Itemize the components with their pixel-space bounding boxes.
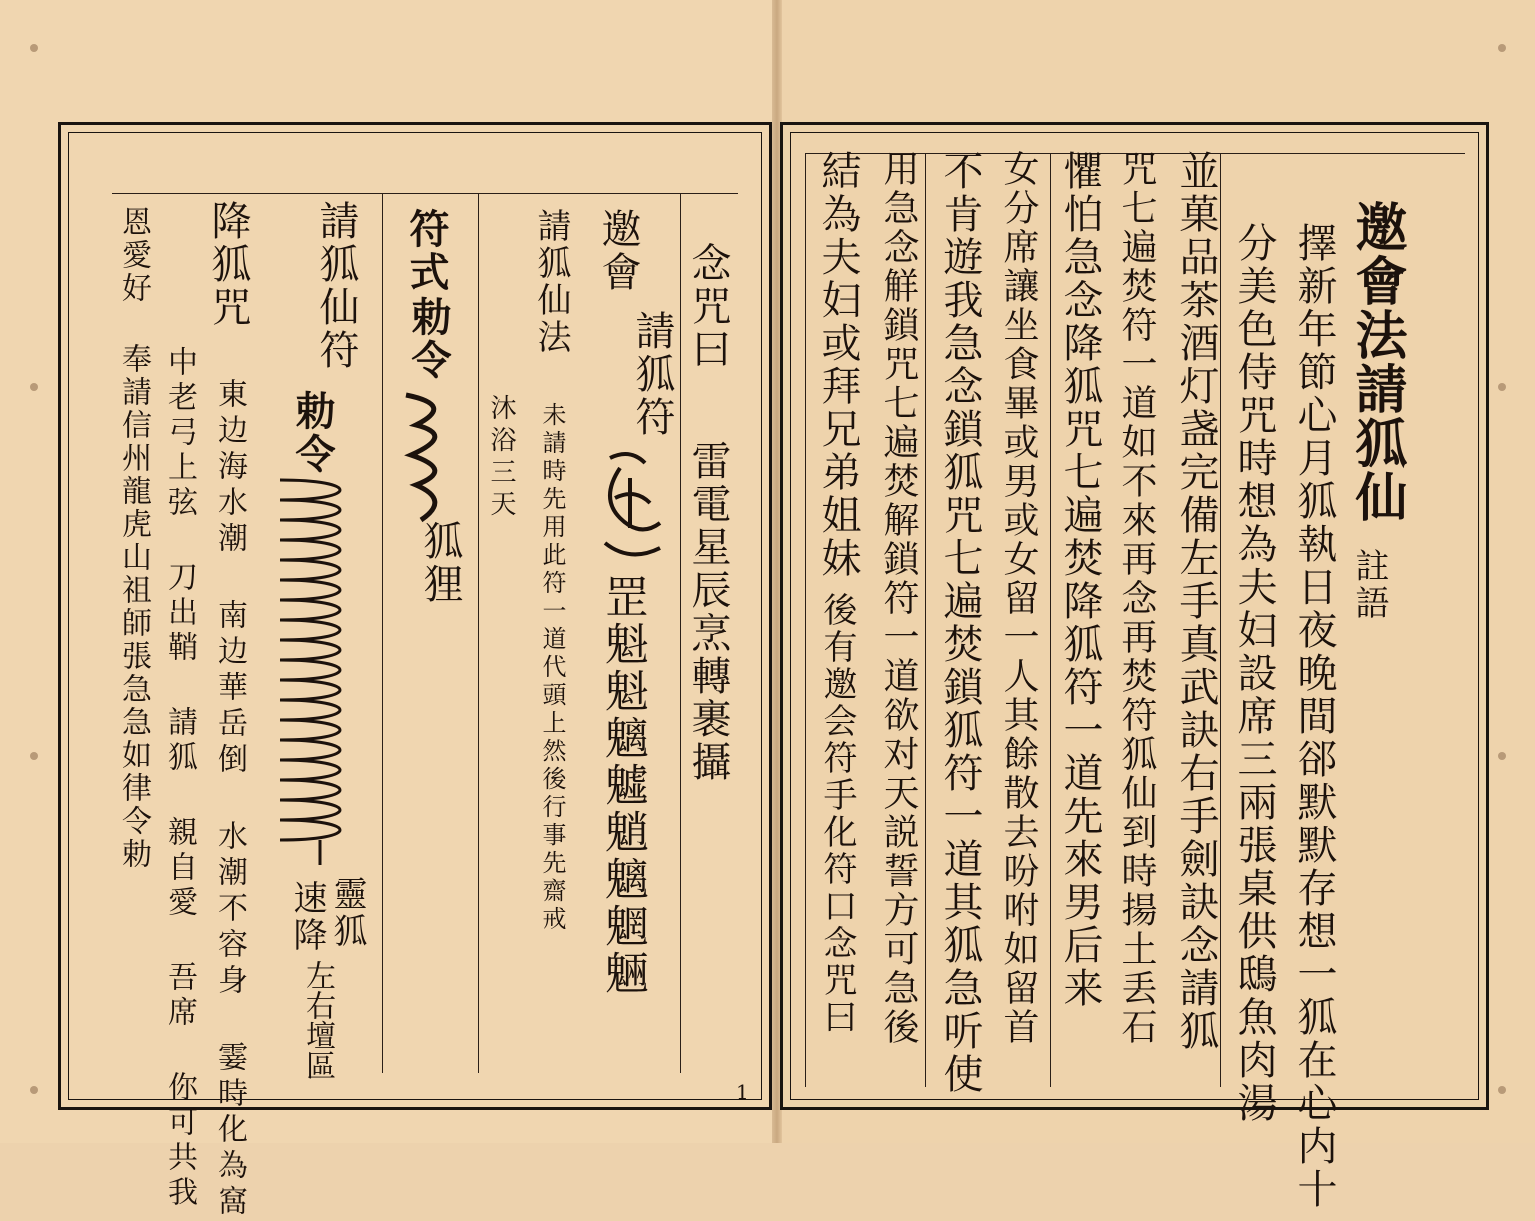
talisman-pattern-target: 狐狸 <box>417 520 463 606</box>
incantation-header: 念咒曰 <box>685 242 731 371</box>
talisman-pattern-icon <box>396 385 466 525</box>
summon-talisman-bottom-left: 速降 <box>287 880 327 954</box>
body-column: 懼怕急念降狐咒七遍焚降狐符一道先來男后来 <box>1057 150 1103 1010</box>
invite-header: 邀會 <box>595 208 641 294</box>
body-column: 不肯遊我急念鎖狐咒七遍焚鎖狐符一道其狐急听使 <box>937 150 983 1096</box>
summon-talisman-loops-icon <box>270 470 370 870</box>
summon-talisman-bottom-end: 左右壇區 <box>300 960 335 1080</box>
talisman-pattern-label: 符式 <box>403 208 450 294</box>
page-number: 1 <box>736 1080 749 1104</box>
descend-header: 降狐咒 <box>205 200 251 329</box>
body-column: 並菓品茶酒灯盏完備左手真武訣右手劍訣念請狐 <box>1173 150 1219 1053</box>
descend-column: 恩愛好 奉請信州龍虎山祖師張急急如律令勅 <box>116 206 151 871</box>
binding-hole <box>1498 752 1506 760</box>
summon-talisman-bottom-right: 靈狐 <box>327 876 367 950</box>
binding-hole <box>30 752 38 760</box>
descend-column: 中老弓上弦 刀出鞘 請狐 親自愛 吾席 你可共我 <box>162 346 197 1211</box>
column-rule <box>925 153 926 1087</box>
method-note-top: 沐浴三天 <box>486 394 516 522</box>
column-rule <box>1050 153 1051 1087</box>
title-note: 註語 <box>1349 548 1389 622</box>
binding-hole <box>1498 383 1506 391</box>
body-column: 用急念觧鎖咒七遍焚解鎖符一道欲对天説誓方可急後 <box>878 150 919 1047</box>
closing-line: 後有邀会符手化符口念咒曰 <box>817 592 857 1036</box>
binding-hole <box>1498 44 1506 52</box>
invite-talisman-icon <box>590 438 670 568</box>
invite-talisman-glyphs: 罡魁魁魑魖魈魑魍魎 <box>597 574 648 997</box>
binding-hole <box>30 44 38 52</box>
top-rule <box>112 193 738 194</box>
body-column: 咒七遍焚符一道如不來再念再焚符狐仙到時揚土丢石 <box>1116 150 1157 1047</box>
binding-hole <box>1498 1086 1506 1094</box>
incantation-text: 雷電星辰烹轉裹攝 <box>685 440 731 784</box>
body-column: 分美色侍咒時想為夫妇設席三兩張桌供鴟魚肉湯 <box>1231 222 1277 1125</box>
binding-hole <box>30 383 38 391</box>
summon-talisman-label: 請狐仙符 <box>313 200 359 372</box>
talisman-pattern-glyphs: 勅令 <box>405 296 452 382</box>
descend-column: 東边海水潮 南边華岳倒 水潮不容身 霎時化為窩 <box>212 378 247 1221</box>
body-column: 結為夫妇或拜兄弟姐妹 <box>815 150 861 580</box>
page-title: 邀會法請狐仙 <box>1346 200 1407 524</box>
column-rule <box>805 153 806 1087</box>
invite-talisman-label: 請狐符 <box>629 310 675 439</box>
body-column: 擇新年節心月狐執日夜晚間郤默默存想一狐在心内十 <box>1291 222 1337 1211</box>
column-rule <box>478 193 479 1073</box>
method-header: 請狐仙法 <box>531 208 571 356</box>
column-rule <box>680 193 681 1073</box>
summon-talisman-top: 勅令 <box>289 390 336 476</box>
column-rule <box>382 193 383 1073</box>
column-rule <box>1220 153 1221 1087</box>
binding-hole <box>30 1086 38 1094</box>
body-column: 女分席讓坐食畢或男或女留一人其餘散去吩咐如留首 <box>998 150 1039 1047</box>
method-text: 未請時先用此符一道代頭上然後行事先齋戒 <box>538 402 566 934</box>
